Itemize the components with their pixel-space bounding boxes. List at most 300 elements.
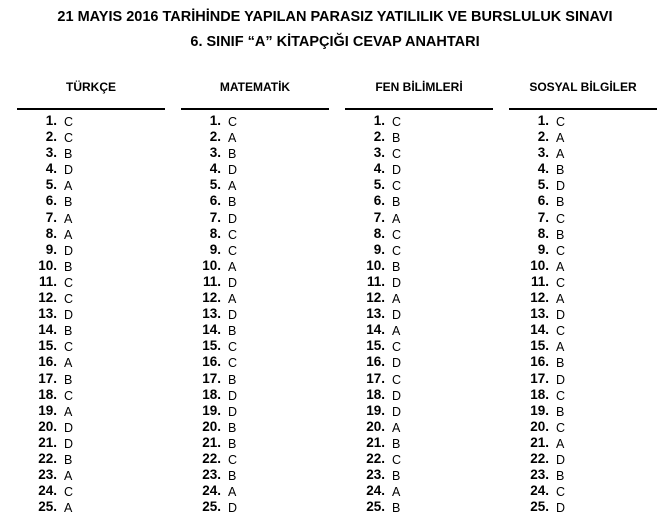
question-number: 19. xyxy=(530,402,549,418)
answer-letter: C xyxy=(64,275,74,290)
answer-row xyxy=(17,258,165,274)
answer-row xyxy=(181,354,329,370)
question-number: 15. xyxy=(530,338,549,354)
answer-row xyxy=(181,483,329,499)
question-number: 17. xyxy=(202,370,221,386)
answer-letter: D xyxy=(64,308,74,323)
answer-row xyxy=(345,467,493,483)
question-number: 13. xyxy=(38,306,57,322)
answer-row xyxy=(345,451,493,467)
question-number: 1. xyxy=(537,113,549,128)
answer-letter: C xyxy=(556,324,566,339)
answer-letter: C xyxy=(392,227,402,242)
question-number: 18. xyxy=(38,386,57,402)
answer-letter: B xyxy=(392,436,401,451)
answer-letter: C xyxy=(392,243,402,258)
question-number: 11. xyxy=(38,273,57,289)
question-number: 25. xyxy=(530,499,549,515)
answer-letter: C xyxy=(392,452,402,467)
answer-letter: A xyxy=(556,131,565,146)
answer-row xyxy=(345,435,493,451)
answer-row xyxy=(181,499,329,515)
answer-row xyxy=(509,483,657,499)
question-number: 15. xyxy=(38,338,57,354)
answer-letter: B xyxy=(64,147,73,162)
question-number: 8. xyxy=(537,225,549,241)
answer-letter: A xyxy=(556,436,565,451)
answer-row xyxy=(181,226,329,242)
answer-row xyxy=(509,258,657,274)
answer-row xyxy=(17,177,165,193)
answer-row xyxy=(345,242,493,258)
answer-letter: B xyxy=(228,372,237,387)
question-number: 1. xyxy=(209,113,221,128)
answer-letter: D xyxy=(556,452,566,467)
answer-row xyxy=(17,242,165,258)
answer-letter: B xyxy=(392,469,401,484)
answer-row xyxy=(345,483,493,499)
answer-row xyxy=(181,419,329,435)
answer-row xyxy=(17,193,165,209)
question-number: 11. xyxy=(202,273,221,289)
answer-letter: A xyxy=(228,131,237,146)
answer-letter: B xyxy=(64,259,73,274)
answer-row xyxy=(509,161,657,177)
answer-row xyxy=(181,161,329,177)
question-number: 6. xyxy=(537,193,549,209)
answer-letter: D xyxy=(228,211,238,226)
question-number: 12. xyxy=(530,290,549,306)
question-number: 10. xyxy=(38,257,57,273)
answer-letter: B xyxy=(64,324,73,339)
column-divider xyxy=(345,108,493,110)
question-number: 11. xyxy=(530,273,549,289)
question-number: 7. xyxy=(209,209,221,225)
answer-row xyxy=(181,387,329,403)
question-number: 4. xyxy=(537,161,549,177)
answer-row xyxy=(509,226,657,242)
answer-row xyxy=(17,210,165,226)
answer-row xyxy=(181,322,329,338)
answer-letter: C xyxy=(392,115,402,129)
answer-row xyxy=(181,274,329,290)
answer-row xyxy=(509,403,657,419)
answer-row xyxy=(345,306,493,322)
question-number: 9. xyxy=(537,241,549,257)
answer-letter: C xyxy=(556,211,566,226)
answer-row xyxy=(181,451,329,467)
answer-row xyxy=(345,145,493,161)
answer-letter: D xyxy=(392,275,402,290)
answer-row xyxy=(17,145,165,161)
answer-letter: D xyxy=(392,356,402,371)
answer-letter: C xyxy=(392,372,402,387)
answer-letter: C xyxy=(392,147,402,162)
question-number: 12. xyxy=(366,290,385,306)
answer-letter: D xyxy=(64,436,74,451)
question-number: 5. xyxy=(209,177,221,193)
answer-letter: D xyxy=(228,404,238,419)
answer-letter: C xyxy=(228,452,238,467)
answer-letter: A xyxy=(228,259,237,274)
answer-row xyxy=(181,210,329,226)
question-number: 10. xyxy=(530,257,549,273)
answer-letter: A xyxy=(64,404,73,419)
question-number: 23. xyxy=(530,467,549,483)
answer-letter: A xyxy=(64,227,73,242)
answer-letter: D xyxy=(228,388,238,403)
column-sosyal-bilgiler xyxy=(509,80,657,515)
answer-letter: D xyxy=(228,163,238,178)
answer-row xyxy=(345,113,493,129)
question-number: 25. xyxy=(38,499,57,515)
column-fen-bilimleri xyxy=(345,80,493,515)
question-number: 11. xyxy=(366,273,385,289)
answer-row xyxy=(345,161,493,177)
question-number: 16. xyxy=(202,354,221,370)
question-number: 7. xyxy=(373,209,385,225)
answer-row xyxy=(509,290,657,306)
answer-row xyxy=(509,371,657,387)
answer-row xyxy=(17,419,165,435)
answer-row xyxy=(509,113,657,129)
answer-row xyxy=(509,242,657,258)
question-number: 8. xyxy=(209,225,221,241)
question-number: 14. xyxy=(38,322,57,338)
answer-row xyxy=(345,419,493,435)
answer-letter: A xyxy=(228,292,237,307)
answer-letter: D xyxy=(556,308,566,323)
question-number: 19. xyxy=(202,402,221,418)
column-title: FEN BİLİMLERİ xyxy=(375,80,463,94)
question-number: 15. xyxy=(202,338,221,354)
column-title: SOSYAL BİLGİLER xyxy=(529,80,637,94)
answer-row xyxy=(509,435,657,451)
question-number: 24. xyxy=(366,483,385,499)
answer-letter: C xyxy=(228,115,238,129)
question-number: 12. xyxy=(202,290,221,306)
question-number: 10. xyxy=(366,257,385,273)
answer-row xyxy=(181,258,329,274)
answer-row xyxy=(509,419,657,435)
question-number: 9. xyxy=(209,241,221,257)
answer-row xyxy=(17,274,165,290)
question-number: 22. xyxy=(530,450,549,466)
answer-letter: B xyxy=(228,436,237,451)
answer-letter: B xyxy=(556,227,565,242)
answer-letter: C xyxy=(556,388,566,403)
answer-row xyxy=(509,129,657,145)
question-number: 6. xyxy=(373,193,385,209)
answer-row xyxy=(181,338,329,354)
answer-row xyxy=(17,483,165,499)
answer-letter: A xyxy=(556,340,565,355)
answer-letter: C xyxy=(392,179,402,194)
question-number: 21. xyxy=(366,434,385,450)
answer-row xyxy=(509,210,657,226)
question-number: 22. xyxy=(202,450,221,466)
question-number: 3. xyxy=(45,145,57,161)
answer-row xyxy=(509,387,657,403)
answer-letter: D xyxy=(392,163,402,178)
question-number: 4. xyxy=(209,161,221,177)
question-number: 18. xyxy=(366,386,385,402)
question-number: 14. xyxy=(202,322,221,338)
question-number: 17. xyxy=(38,370,57,386)
answer-row xyxy=(345,177,493,193)
answer-letter: B xyxy=(228,147,237,162)
question-number: 7. xyxy=(537,209,549,225)
column-divider xyxy=(181,108,329,110)
answer-letter: A xyxy=(392,292,401,307)
answer-letter: C xyxy=(64,340,74,355)
question-number: 13. xyxy=(530,306,549,322)
answer-row xyxy=(345,387,493,403)
question-number: 19. xyxy=(38,402,57,418)
answer-letter: C xyxy=(228,243,238,258)
answer-letter: C xyxy=(64,485,74,500)
question-number: 22. xyxy=(38,450,57,466)
question-number: 24. xyxy=(38,483,57,499)
question-number: 21. xyxy=(38,434,57,450)
answer-row xyxy=(181,193,329,209)
question-number: 20. xyxy=(38,418,57,434)
question-number: 8. xyxy=(373,225,385,241)
question-number: 24. xyxy=(202,483,221,499)
question-number: 2. xyxy=(209,129,221,145)
question-number: 4. xyxy=(373,161,385,177)
column-divider xyxy=(17,108,165,110)
answer-letter: A xyxy=(64,501,73,516)
answer-row xyxy=(345,210,493,226)
answer-row xyxy=(17,354,165,370)
answer-row xyxy=(181,290,329,306)
answer-letter: A xyxy=(64,211,73,226)
question-number: 5. xyxy=(537,177,549,193)
column-title: TÜRKÇE xyxy=(66,80,116,94)
question-number: 16. xyxy=(366,354,385,370)
answer-row xyxy=(345,371,493,387)
answer-row xyxy=(509,338,657,354)
answer-row xyxy=(17,161,165,177)
question-number: 9. xyxy=(45,241,57,257)
question-number: 17. xyxy=(366,370,385,386)
answer-letter: D xyxy=(556,179,566,194)
answer-letter: A xyxy=(64,356,73,371)
question-number: 20. xyxy=(202,418,221,434)
answer-row xyxy=(345,338,493,354)
question-number: 14. xyxy=(366,322,385,338)
answer-row xyxy=(345,226,493,242)
answer-letter: C xyxy=(556,420,566,435)
answer-letter: C xyxy=(556,115,566,129)
answer-row xyxy=(181,129,329,145)
answer-row xyxy=(345,193,493,209)
column-title: MATEMATİK xyxy=(219,80,291,94)
answer-row xyxy=(509,306,657,322)
answer-letter: B xyxy=(64,452,73,467)
answer-letter: D xyxy=(64,243,74,258)
answer-letter: D xyxy=(228,308,238,323)
question-number: 4. xyxy=(45,161,57,177)
question-number: 9. xyxy=(373,241,385,257)
answer-letter: A xyxy=(392,420,401,435)
answer-letter: A xyxy=(64,179,73,194)
answer-row xyxy=(345,129,493,145)
answer-letter: C xyxy=(556,275,566,290)
question-number: 13. xyxy=(202,306,221,322)
answer-letter: A xyxy=(228,179,237,194)
question-number: 17. xyxy=(530,370,549,386)
question-number: 25. xyxy=(202,499,221,515)
question-number: 5. xyxy=(373,177,385,193)
question-number: 7. xyxy=(45,209,57,225)
question-number: 5. xyxy=(45,177,57,193)
question-number: 13. xyxy=(366,306,385,322)
answer-letter: C xyxy=(64,388,74,403)
answer-row xyxy=(181,306,329,322)
answer-row xyxy=(17,290,165,306)
answer-key-title: 6. SINIF “A” KİTAPÇIĞI CEVAP ANAHTARI xyxy=(190,34,480,50)
answer-letter: D xyxy=(228,501,238,516)
answer-letter: B xyxy=(228,324,237,339)
answer-row xyxy=(17,387,165,403)
answer-row xyxy=(17,451,165,467)
question-number: 14. xyxy=(530,322,549,338)
answer-row xyxy=(17,306,165,322)
answer-letter: A xyxy=(64,469,73,484)
answer-row xyxy=(17,371,165,387)
answer-row xyxy=(509,193,657,209)
answer-row xyxy=(17,338,165,354)
answer-row xyxy=(509,499,657,515)
question-number: 1. xyxy=(45,113,57,128)
answer-row xyxy=(509,145,657,161)
answer-letter: D xyxy=(392,404,402,419)
answer-row xyxy=(17,499,165,515)
question-number: 23. xyxy=(202,467,221,483)
answer-row xyxy=(345,499,493,515)
answer-letter: B xyxy=(556,404,565,419)
column-turkce xyxy=(17,80,165,515)
answer-row xyxy=(17,113,165,129)
question-number: 6. xyxy=(45,193,57,209)
answer-letter: B xyxy=(392,131,401,146)
question-number: 25. xyxy=(366,499,385,515)
question-number: 24. xyxy=(530,483,549,499)
answer-letter: A xyxy=(392,485,401,500)
answer-letter: C xyxy=(556,243,566,258)
question-number: 21. xyxy=(202,434,221,450)
answer-row xyxy=(181,145,329,161)
answer-row xyxy=(17,129,165,145)
column-divider xyxy=(509,108,657,110)
answer-row xyxy=(509,467,657,483)
answer-row xyxy=(345,403,493,419)
question-number: 2. xyxy=(45,129,57,145)
answer-letter: A xyxy=(228,485,237,500)
question-number: 1. xyxy=(373,113,385,128)
exam-title: 21 MAYIS 2016 TARİHİNDE YAPILAN PARASIZ YATILILIK VE BURSLULUK SINAVI xyxy=(57,9,613,25)
answer-row xyxy=(345,354,493,370)
answer-row xyxy=(181,435,329,451)
question-number: 2. xyxy=(537,129,549,145)
answer-row xyxy=(509,322,657,338)
answer-letter: B xyxy=(392,501,401,516)
question-number: 15. xyxy=(366,338,385,354)
question-number: 8. xyxy=(45,225,57,241)
answer-letter: C xyxy=(228,340,238,355)
answer-letter: B xyxy=(556,356,565,371)
question-number: 19. xyxy=(366,402,385,418)
answer-row xyxy=(17,435,165,451)
answer-list xyxy=(17,113,165,515)
answer-letter: A xyxy=(392,324,401,339)
answer-letter: B xyxy=(228,469,237,484)
question-number: 20. xyxy=(530,418,549,434)
answer-row xyxy=(509,451,657,467)
question-number: 21. xyxy=(530,434,549,450)
answer-list xyxy=(509,113,657,515)
answer-letter: D xyxy=(556,372,566,387)
answer-row xyxy=(17,403,165,419)
answer-letter: C xyxy=(228,356,238,371)
question-number: 3. xyxy=(537,145,549,161)
answer-row xyxy=(181,403,329,419)
answer-letter: A xyxy=(392,211,401,226)
answer-row xyxy=(509,274,657,290)
answer-letter: B xyxy=(228,195,237,210)
answer-letter: B xyxy=(556,195,565,210)
question-number: 18. xyxy=(202,386,221,402)
answer-row xyxy=(17,226,165,242)
answer-letter: C xyxy=(64,292,74,307)
question-number: 23. xyxy=(366,467,385,483)
answer-letter: A xyxy=(556,147,565,162)
question-number: 12. xyxy=(38,290,57,306)
answer-letter: A xyxy=(556,292,565,307)
answer-row xyxy=(181,467,329,483)
answer-row xyxy=(17,322,165,338)
question-number: 3. xyxy=(209,145,221,161)
answer-row xyxy=(17,467,165,483)
answer-letter: D xyxy=(392,388,402,403)
answer-letter: C xyxy=(392,340,402,355)
answer-letter: C xyxy=(228,227,238,242)
answer-letter: D xyxy=(228,275,238,290)
question-number: 22. xyxy=(366,450,385,466)
answer-row xyxy=(181,113,329,129)
answer-letter: B xyxy=(556,163,565,178)
answer-letter: D xyxy=(392,308,402,323)
answer-row xyxy=(181,371,329,387)
answer-row xyxy=(345,258,493,274)
answer-row xyxy=(345,322,493,338)
answer-letter: C xyxy=(64,115,74,129)
question-number: 2. xyxy=(373,129,385,145)
column-matematik xyxy=(181,80,329,515)
question-number: 10. xyxy=(202,257,221,273)
answer-letter: D xyxy=(556,501,566,516)
answer-row xyxy=(181,177,329,193)
question-number: 23. xyxy=(38,467,57,483)
answer-letter: B xyxy=(228,420,237,435)
question-number: 16. xyxy=(38,354,57,370)
answer-letter: D xyxy=(64,420,74,435)
question-number: 16. xyxy=(530,354,549,370)
answer-letter: B xyxy=(392,259,401,274)
answer-row xyxy=(181,242,329,258)
